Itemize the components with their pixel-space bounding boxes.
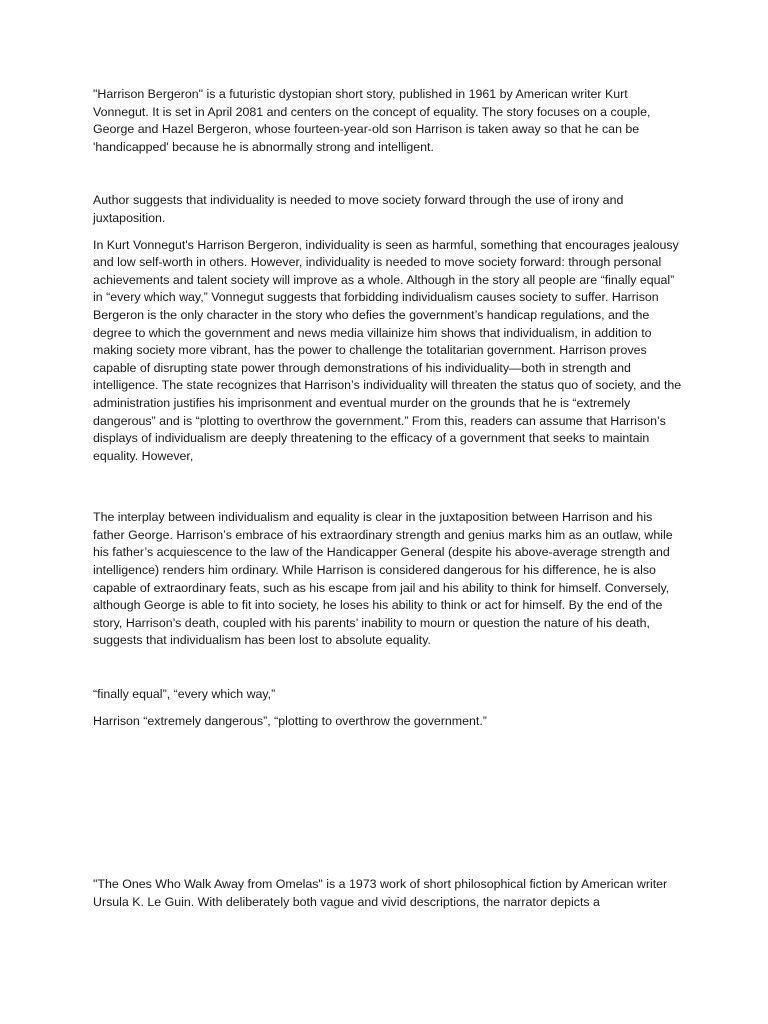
body-paragraph-juxtaposition: The interplay between individualism and equality is clear in the juxtaposition between Harrison and his father George. Harrison’s embrace of his extraordinary strength and genius marks him as an outlaw, while his father’s acquiescence to the law of the Handicapper General (despite his above-average strength and intelligence) renders him ordinary. While Harrison is considered dangerous for his difference, he is also capable of extraordinary feats, such as his escape from jail and his ability to think for himself. Conversely, although George is able to fit into society, he loses his ability to think or act for himself. By the end of the story, Harrison’s death, coupled with his parents’ inability to mourn or question the nature of his death, suggests that individualism has been lost to absolute equality. [93,510,673,648]
intro-paragraph: "Harrison Bergeron" is a futuristic dystopian short story, published in 1961 by American writer Kurt Vonnegut. It is set in April 2081 and centers on the concept of equality. The story focuses on a couple, George and Hazel Bergeron, whose fourteen-year-old son Harrison is taken away so that he can be 'handicapped' because he is abnormally strong and intelligent. [93,87,651,154]
body-paragraph-individuality: In Kurt Vonnegut's Harrison Bergeron, individuality is seen as harmful, something that encourages jealousy and low self-worth in others. However, individuality is needed to move society forward: through personal achievements and talent society will improve as a whole. Although in the story all people are “finally equal” in “every which way,” Vonnegut suggests that forbidding individualism causes society to suffer. Harrison Bergeron is the only character in the story who defies the government’s handicap regulations, and the degree to which the government and news media villainize him shows that individualism, in addition to making society more vibrant, has the power to challenge the totalitarian government. Harrison proves capable of disrupting state power through demonstrations of his individuality—both in strength and intelligence. The state recognizes that Harrison’s individuality will threaten the status quo of society, and the administration justifies his imprisonment and eventual murder on the grounds that he is “extremely dangerous” and is “plotting to overthrow the government.” From this, readers can assume that Harrison’s displays of individualism are deeply threatening to the efficacy of a government that seeks to maintain equality. However, [93,237,682,463]
quote-note-2: Harrison “extremely dangerous”, “plotting to overthrow the government.” [93,713,487,728]
thesis-paragraph: Author suggests that individuality is needed to move society forward through the use of irony and juxtaposition. [93,193,624,225]
document-page [93,86,683,911]
omelas-paragraph: "The Ones Who Walk Away from Omelas" is a 1973 work of short philosophical fiction by American writer Ursula K. Le Guin. With deliberately both vague and vivid descriptions, the narrator depicts a [93,877,668,909]
quote-note-1: “finally equal”, “every which way,” [93,687,276,702]
